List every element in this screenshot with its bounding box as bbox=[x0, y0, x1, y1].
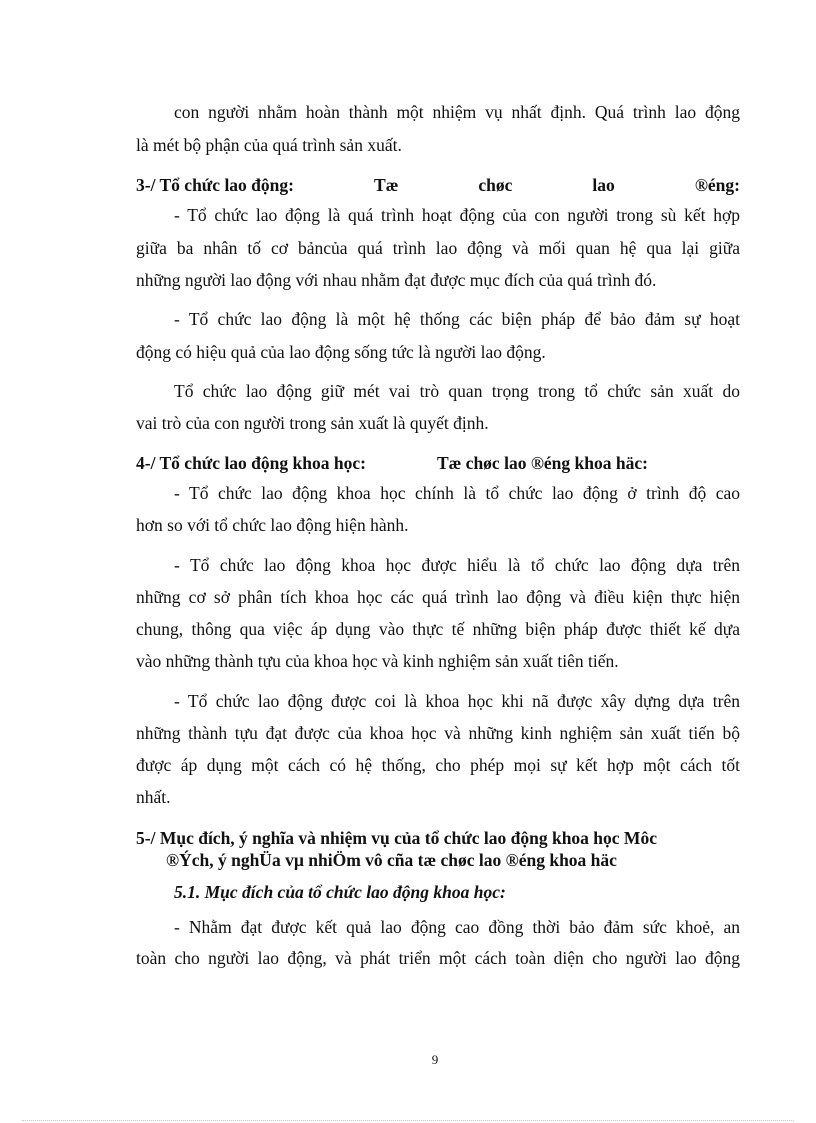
paragraph-line: - Tổ chức lao động được coi là khoa học khi nã được xây dựng dựa trên bbox=[174, 691, 740, 711]
paragraph-line: - Tổ chức lao động là một hệ thống các biện pháp để bảo đảm sự hoạt bbox=[174, 309, 740, 329]
paragraph-line: động có hiệu quả của lao động sống tức là người lao động. bbox=[136, 342, 546, 362]
paragraph-line: con người nhằm hoàn thành một nhiệm vụ nhất định. Quá trình lao động bbox=[174, 102, 740, 122]
page-bottom-divider bbox=[22, 1120, 794, 1121]
section-heading-4-suffix: Tæ chøc lao ®éng khoa häc: bbox=[437, 453, 648, 473]
paragraph-line: những người lao động với nhau nhằm đạt được mục đích của quá trình đó. bbox=[136, 270, 657, 290]
paragraph-line: chung, thông qua việc áp dụng vào thực tế những biện pháp được thiết kế dựa bbox=[136, 619, 740, 639]
paragraph-line: vào những thành tựu của khoa học và kinh nghiệm sản xuất tiên tiến. bbox=[136, 651, 619, 671]
paragraph-line: được áp dụng một cách có hệ thống, cho phép mọi sự kết hợp một cách tốt bbox=[136, 755, 740, 775]
paragraph-line: những thành tựu đạt được của khoa học và những kinh nghiệm sản xuất tiến bộ bbox=[136, 723, 740, 743]
section-heading-5: 5-/ Mục đích, ý nghĩa và nhiệm vụ của tổ chức lao động khoa học Môc bbox=[136, 828, 657, 848]
paragraph-line: hơn so với tổ chức lao động hiện hành. bbox=[136, 515, 409, 535]
paragraph-line: là mét bộ phận của quá trình sản xuất. bbox=[136, 135, 402, 155]
paragraph-line: Tổ chức lao động giữ mét vai trò quan trọng trong tổ chức sản xuất do bbox=[174, 381, 740, 401]
paragraph-line: - Tổ chức lao động là quá trình hoạt động của con người trong sù kết hợp bbox=[174, 205, 740, 225]
paragraph-line: vai trò của con người trong sản xuất là quyết định. bbox=[136, 413, 489, 433]
paragraph-line: toàn cho người lao động, và phát triển một cách toàn diện cho người lao động bbox=[136, 948, 740, 968]
heading-3-word: chøc bbox=[478, 175, 513, 195]
paragraph-line: giữa ba nhân tố cơ bảncủa quá trình lao động và mối quan hệ qua lại giữa bbox=[136, 238, 740, 258]
heading-4-prefix: 4-/ Tổ chức lao động khoa học: bbox=[136, 453, 366, 473]
subsection-heading-5-1: 5.1. Mục đích của tổ chức lao động khoa học: bbox=[174, 882, 506, 902]
paragraph-line: - Tổ chức lao động khoa học được hiểu là tổ chức lao động dựa trên bbox=[174, 555, 740, 575]
paragraph-line: - Nhằm đạt được kết quả lao động cao đồng thời bảo đảm sức khoẻ, an bbox=[174, 917, 740, 937]
heading-3-prefix: 3-/ Tổ chức lao động: bbox=[136, 175, 294, 195]
heading-3-word: ®éng: bbox=[694, 175, 740, 195]
section-heading-4 bbox=[136, 451, 366, 475]
paragraph-line: những cơ sở phân tích khoa học các quá trình lao động và điều kiện thực hiện bbox=[136, 587, 740, 607]
section-heading-3 bbox=[136, 173, 740, 197]
paragraph-line: nhất. bbox=[136, 787, 171, 807]
paragraph-line: - Tổ chức lao động khoa học chính là tổ chức lao động ở trình độ cao bbox=[174, 483, 740, 503]
heading-3-word: Tæ bbox=[374, 175, 399, 195]
section-heading-5-continuation: ®Ých, ý nghÜa vµ nhiÖm vô cña tæ chøc lao ®éng khoa häc bbox=[166, 850, 617, 870]
page-number: 9 bbox=[431, 1052, 439, 1067]
heading-3-word: lao bbox=[592, 175, 615, 195]
